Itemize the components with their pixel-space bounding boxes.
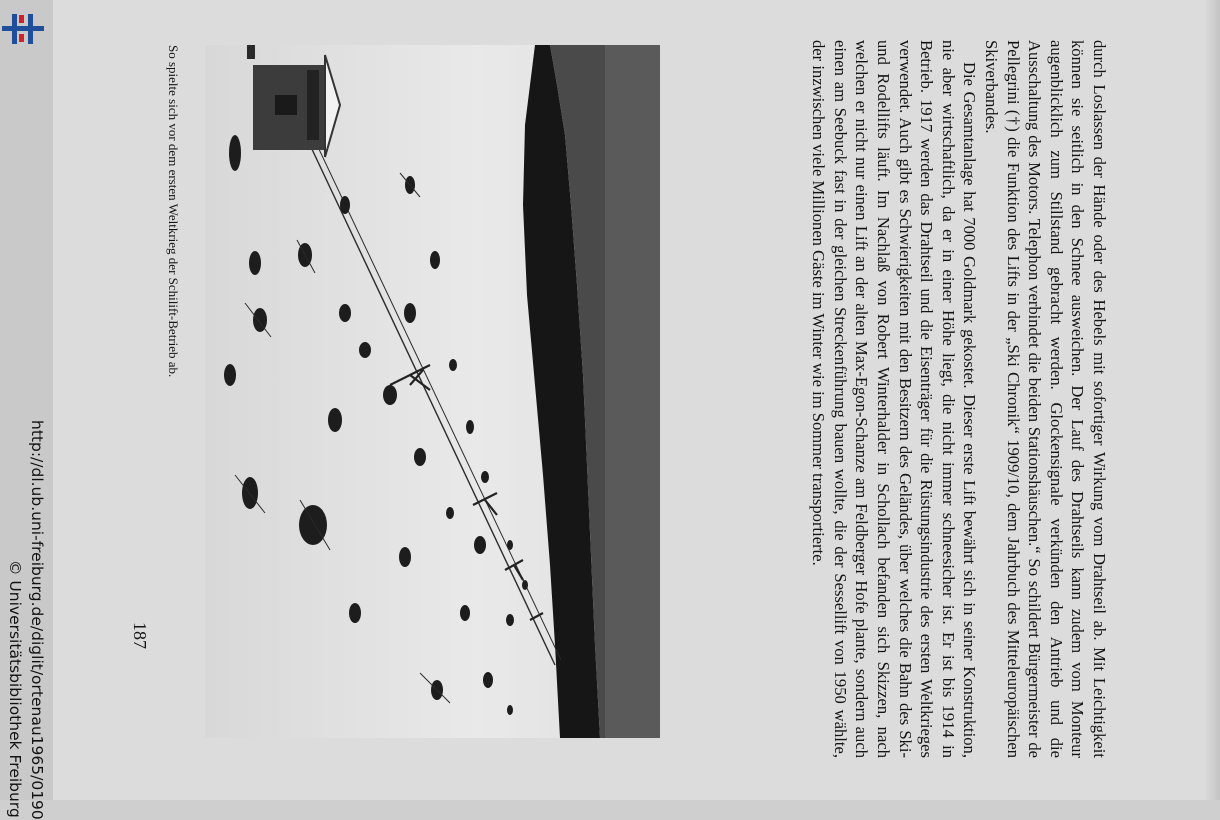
viewer-sidebar [0, 0, 53, 820]
university-library-logo-icon [2, 12, 44, 46]
document-url[interactable]: http://dl.ub.uni-freiburg.de/diglit/ortenau1965/0190 [28, 420, 46, 820]
body-text [808, 40, 1110, 758]
page-edge-shadow [1206, 0, 1220, 800]
ski-lift-photograph [205, 45, 660, 738]
paragraph-1: durch Loslassen der Hände oder des Hebels mit sofortiger Wirkung vom Drahtseil ab. Mit Leichtigkeit können sie seitlich in den Schnee ausweichen. Der Lauf des Drahtseils kann zudem vom Monteur augenblicklich zum Stillstand gebracht werden. Glockensignale verkünden den Antrieb und die Ausschaltung des Motors. Telephon verbindet die beiden Stationshäuschen.“ So schildert Bürgermeister de Pellegrini (†) die Funktion des Lifts in der „Ski Chronik“ 1909/10, dem Jahrbuch des Mitteleuropäischen Skiverbandes. [982, 40, 1109, 758]
page-number: 187 [130, 622, 150, 649]
copyright-notice: © Universitätsbibliothek Freiburg [6, 560, 24, 818]
ski-lift-scene [205, 45, 660, 738]
paragraph-2: Die Gesamtanlage hat 7000 Goldmark gekostet. Dieser erste Lift bewährt sich in seiner Konstruktion, nie aber wirtschaftlich, da er in einer Höhe liegt, die nicht immer schneesicher ist. Er ist bis 1914 in Betrieb. 1917 werden das Drahtseil und die Eisenträger für die Rüstungsindustrie des ersten Weltkrieges verwendet. Auch gibt es Schwierigkeiten mit den Besitzern des Geländes, über welches die Bahn des Ski- und Rodellifts läuft. Im Nachlaß von Robert Winterhalder in Schollach befanden sich Skizzen, nach welchen er nicht nur einen Lift an der alten Max-Egon-Schanze am Feldberger Hofe plante, sondern auch einen am Seebuck fast in der gleichen Streckenführung bauen wollte, die der Sessellift von 1950 wählte, der inzwischen viele Millionen Gäste im Winter wie im Sommer transportierte. [809, 40, 980, 758]
photo-caption: So spielte sich vor dem ersten Weltkrieg der Schilift-Betrieb ab. [166, 45, 181, 378]
